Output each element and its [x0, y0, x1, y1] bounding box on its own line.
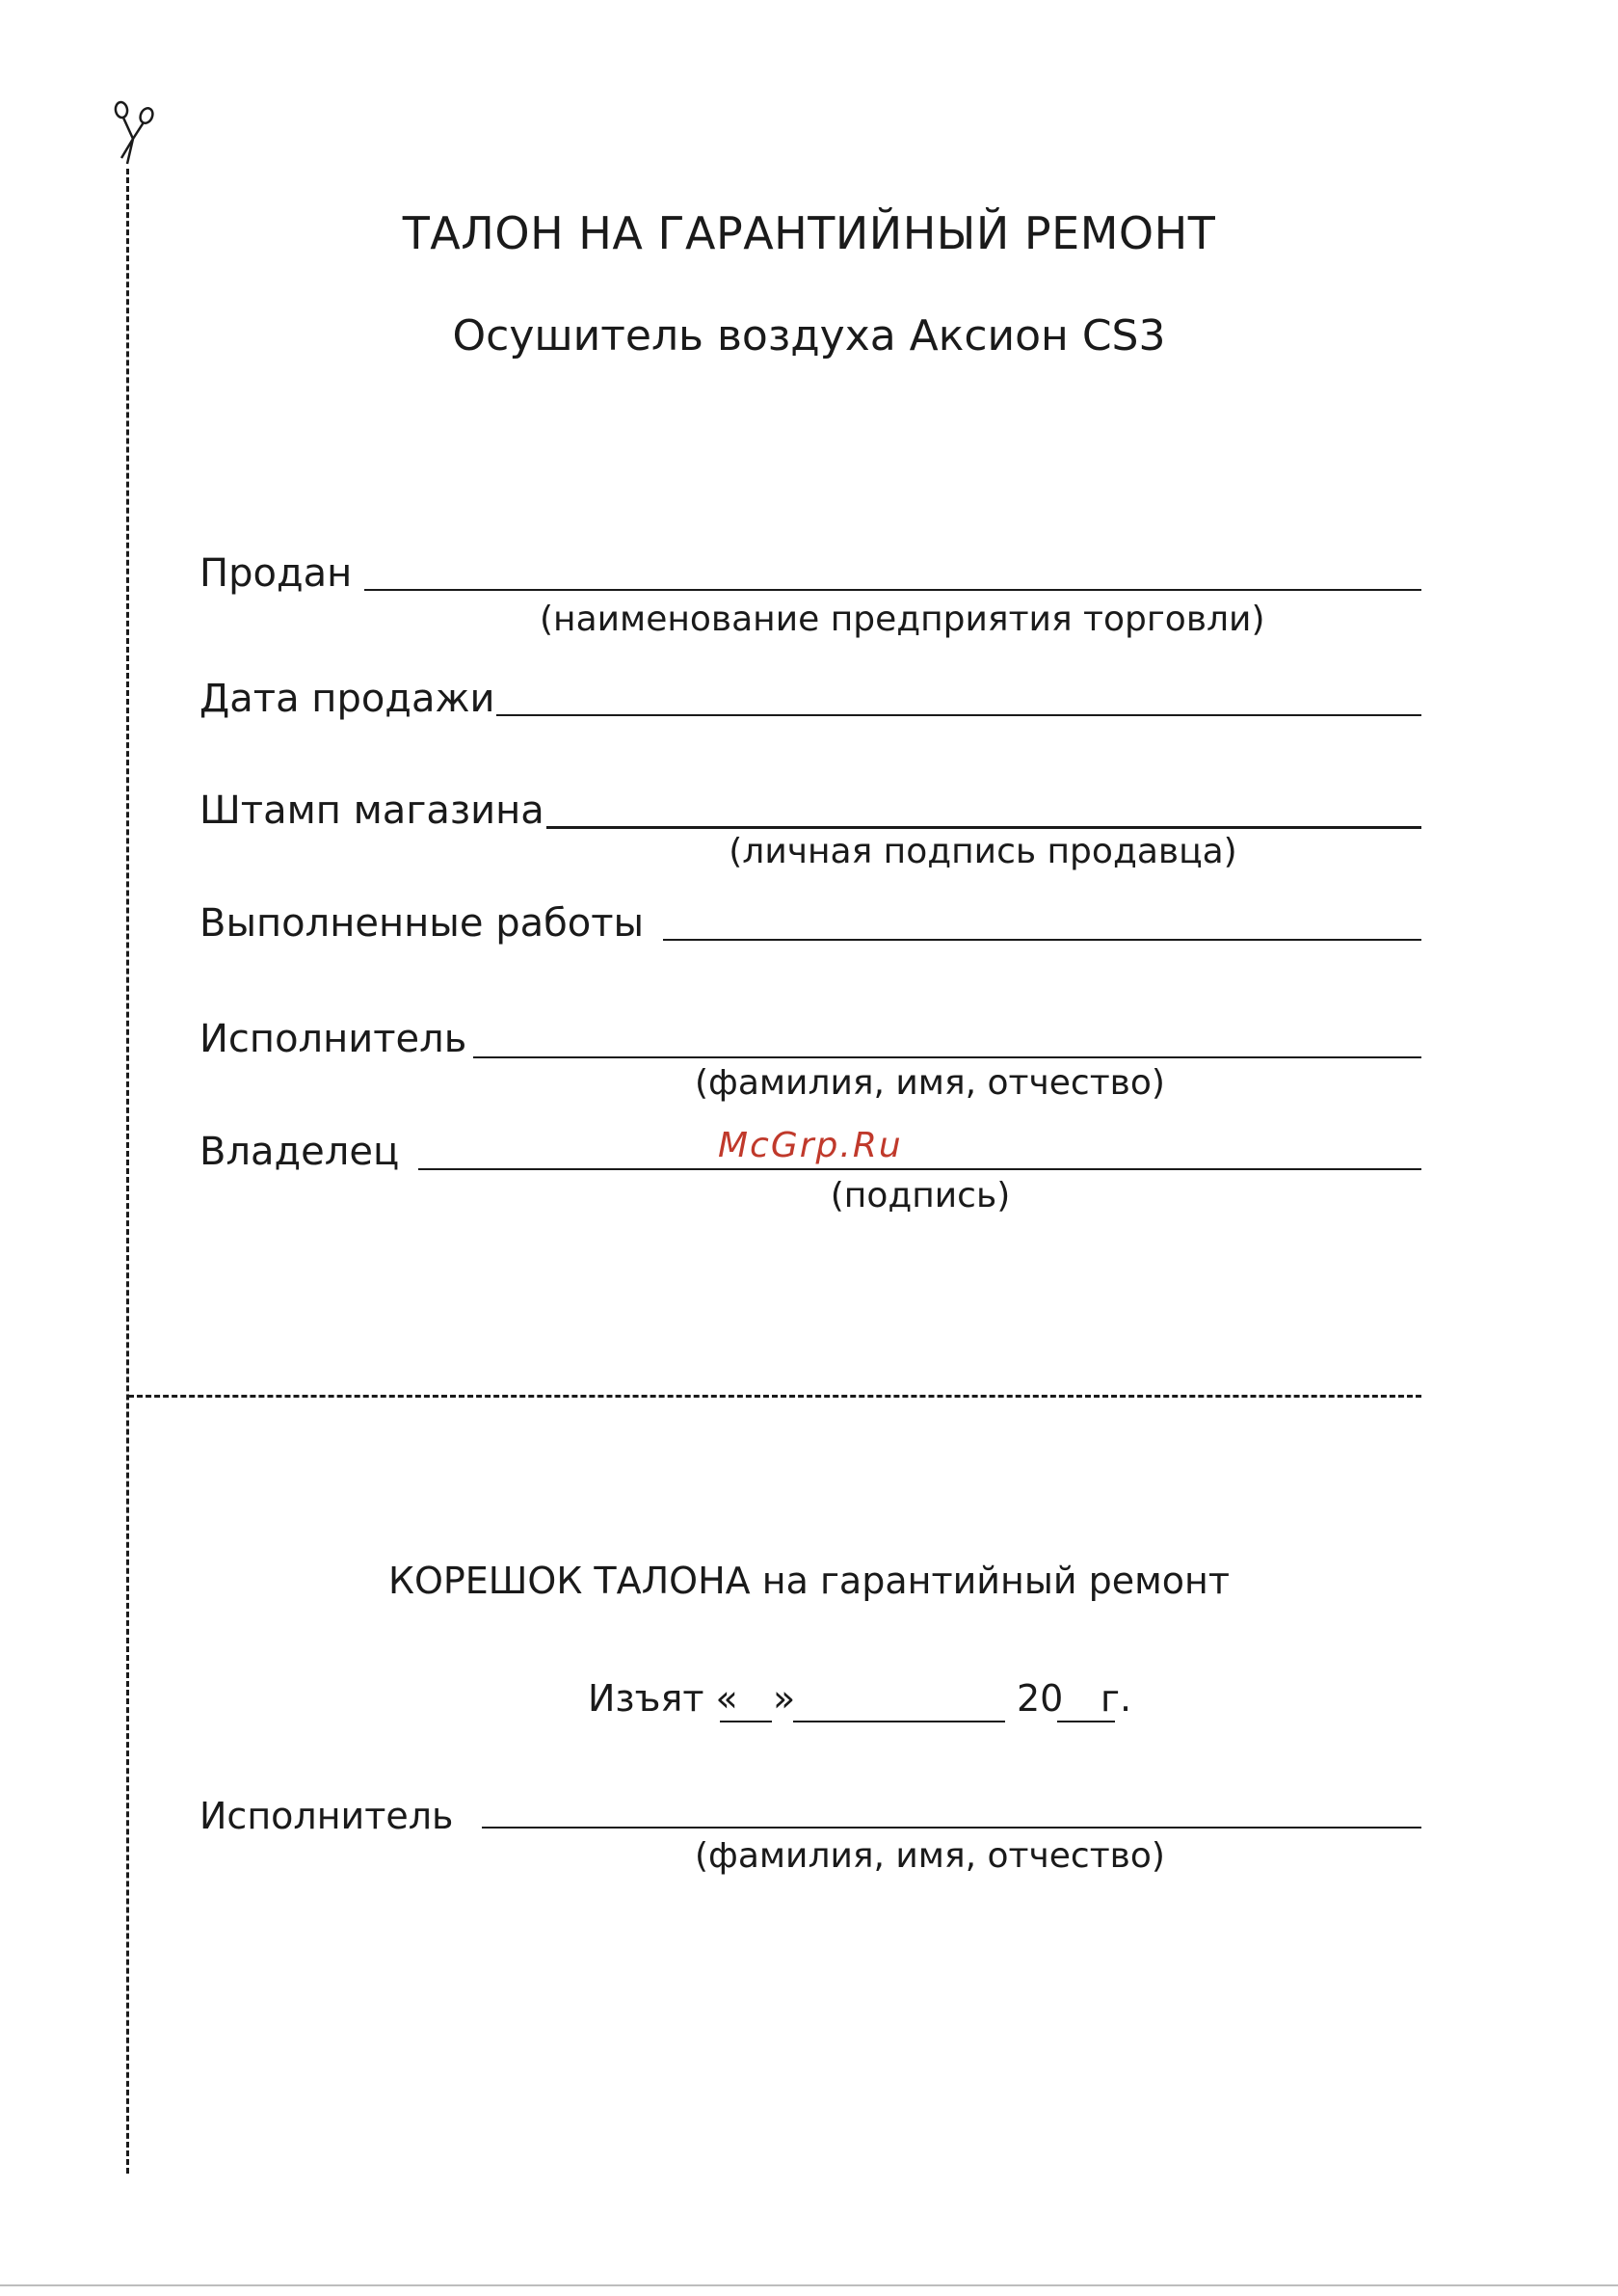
withdrawn-prefix: Изъят «	[588, 1677, 738, 1720]
stub-executor-line[interactable]	[482, 1827, 1421, 1829]
year-prefix: 20	[1017, 1677, 1064, 1720]
store-stamp-label: Штамп магазина	[199, 788, 544, 833]
withdrawn-date-row	[588, 1677, 1132, 1735]
sold-by-line[interactable]	[364, 589, 1421, 591]
stub-executor-label: Исполнитель	[199, 1795, 454, 1837]
owner-label: Владелец	[199, 1130, 400, 1174]
executor-label: Исполнитель	[199, 1017, 467, 1061]
sold-by-label: Продан	[199, 551, 353, 596]
executor-caption: (фамилия, имя, отчество)	[695, 1063, 1165, 1103]
vertical-cut-line	[126, 169, 129, 2174]
works-done-line[interactable]	[663, 939, 1421, 941]
sale-date-line[interactable]	[496, 714, 1421, 716]
executor-line[interactable]	[473, 1056, 1421, 1058]
withdrawn-quote-close: »	[773, 1677, 796, 1720]
store-stamp-caption: (личная подпись продавца)	[729, 832, 1237, 871]
product-name: Осушитель воздуха Аксион CS3	[452, 311, 1166, 360]
works-done-label: Выполненные работы	[199, 901, 645, 946]
stub-executor-caption: (фамилия, имя, отчество)	[695, 1836, 1165, 1876]
page-bottom-rule	[0, 2284, 1618, 2286]
sale-date-label: Дата продажи	[199, 677, 495, 721]
withdrawn-day-blank[interactable]	[720, 1721, 772, 1722]
withdrawn-year-blank[interactable]	[1057, 1721, 1115, 1722]
scissors-icon	[108, 100, 162, 168]
withdrawn-month-blank[interactable]	[793, 1721, 1005, 1722]
owner-line[interactable]	[418, 1168, 1421, 1170]
horizontal-cut-line	[128, 1395, 1421, 1398]
store-stamp-line[interactable]	[546, 826, 1421, 829]
document-title: ТАЛОН НА ГАРАНТИЙНЫЙ РЕМОНТ	[402, 207, 1216, 259]
sold-by-caption: (наименование предприятия торговли)	[540, 600, 1265, 639]
year-suffix: г.	[1101, 1677, 1132, 1720]
watermark: McGrp.Ru	[718, 1126, 903, 1165]
stub-title: КОРЕШОК ТАЛОНА на гарантийный ремонт	[387, 1560, 1231, 1602]
owner-caption: (подпись)	[830, 1176, 1011, 1215]
